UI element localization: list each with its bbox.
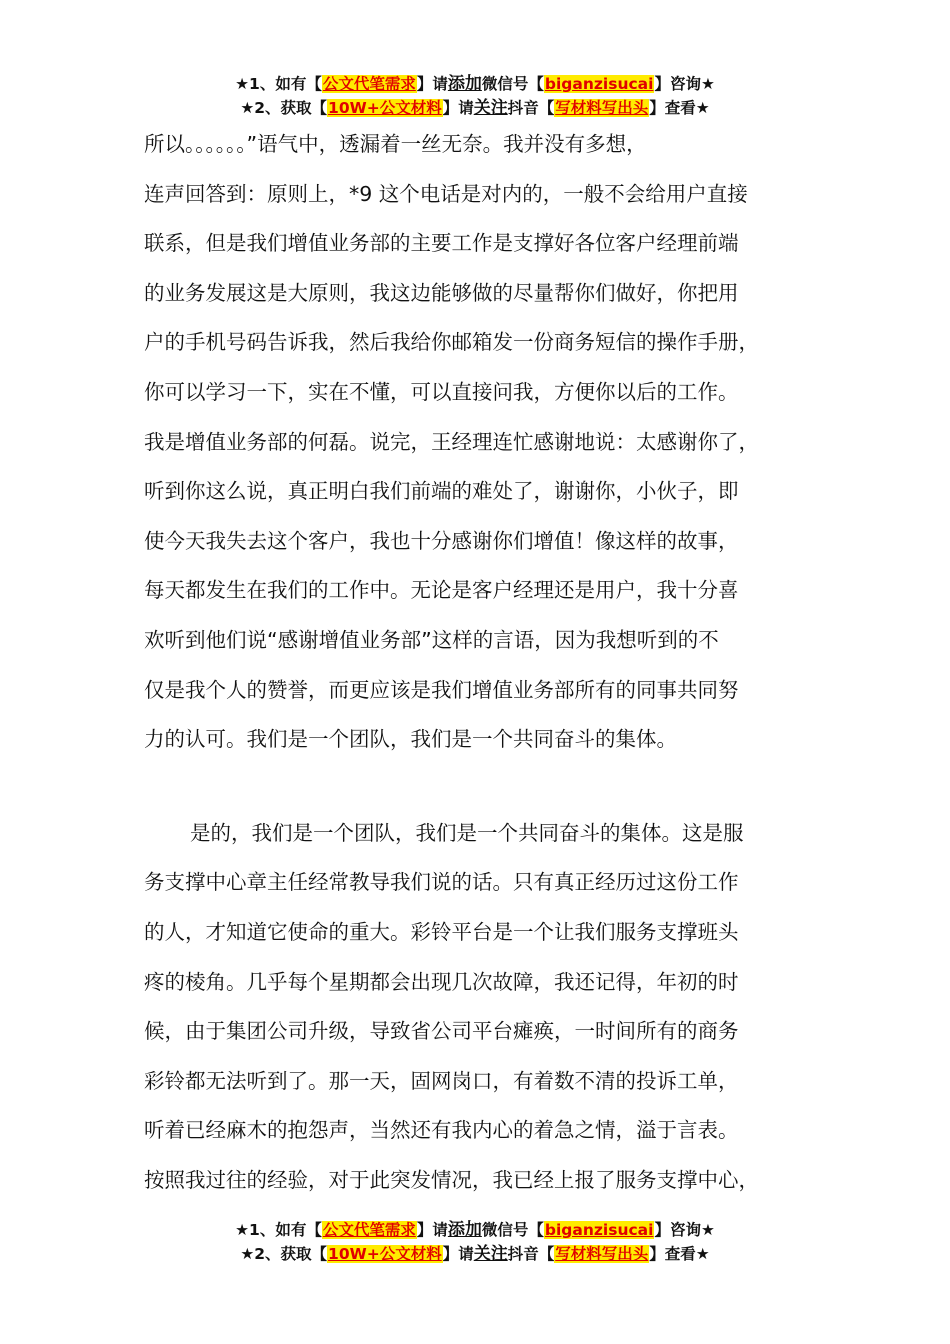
text-line: 候，由于集团公司升级，导致省公司平台瘫痪，一时间所有的商务 [144, 1019, 739, 1044]
banner-emphasis: 添加 [447, 1220, 482, 1240]
banner-text: 】请 [442, 1245, 474, 1263]
banner-text: 微信号【 [481, 75, 544, 93]
footer-banner [0, 1218, 950, 1266]
text-line: 务支撑中心章主任经常教导我们说的话。只有真正经历过这份工作 [144, 870, 739, 895]
banner-text: 】请 [442, 99, 474, 117]
banner-text: 】请 [416, 1221, 448, 1239]
star-icon: ★ [235, 1221, 250, 1239]
text-line: 使今天我失去这个客户，我也十分感谢你们增值！像这样的故事， [144, 528, 739, 553]
text-line: 连声回答到：原则上，*9 这个电话是对内的，一般不会给用户直接 [144, 181, 748, 206]
banner-text: 2、获取【 [254, 1245, 328, 1263]
star-icon: ★ [235, 75, 250, 93]
star-icon: ★ [240, 1245, 255, 1263]
banner-text: 1、如有【 [249, 75, 322, 93]
banner-text: 抖音【 [507, 1245, 555, 1263]
banner-text: 微信号【 [481, 1221, 544, 1239]
text-line: 的业务发展这是大原则，我这边能够做的尽量帮你们做好，你把用 [144, 280, 739, 305]
text-line: 听着已经麻木的抱怨声，当然还有我内心的着急之情，溢于言表。 [144, 1118, 739, 1143]
banner-text: 1、如有【 [249, 1221, 322, 1239]
highlight-materials: 10W+公文材料 [328, 99, 442, 117]
highlight-service: 公文代笔需求 [322, 75, 416, 93]
banner-emphasis: 关注 [473, 1244, 508, 1264]
header-row-1 [0, 72, 950, 96]
text-line: 联系，但是我们增值业务部的主要工作是支撑好各位客户经理前端 [144, 231, 739, 256]
banner-emphasis: 关注 [473, 98, 508, 118]
banner-text: 抖音【 [507, 99, 555, 117]
text-line: 仅是我个人的赞誉，而更应该是我们增值业务部所有的同事共同努 [144, 677, 739, 702]
header-row-2 [0, 96, 950, 120]
text-line: 户的手机号码告诉我，然后我给你邮箱发一份商务短信的操作手册， [144, 330, 759, 355]
banner-text: 2、获取【 [254, 99, 328, 117]
banner-text: 】查看★ [649, 99, 710, 117]
banner-text: 】请 [416, 75, 448, 93]
text-line: 疼的棱角。几乎每个星期都会出现几次故障，我还记得，年初的时 [144, 969, 739, 994]
text-line: 欢听到他们说“感谢增值业务部”这样的言语，因为我想听到的不 [144, 627, 719, 652]
footer-row-2 [0, 1242, 950, 1266]
text-line: 听到你这么说，真正明白我们前端的难处了，谢谢你，小伙子，即 [144, 479, 739, 504]
text-line: 彩铃都无法听到了。那一天，固网岗口，有着数不清的投诉工单， [144, 1068, 739, 1093]
highlight-materials: 10W+公文材料 [328, 1245, 442, 1263]
banner-emphasis: 添加 [447, 74, 482, 94]
paragraph-gap [144, 765, 844, 809]
highlight-wechat-id: biganzisucai [544, 75, 654, 93]
highlight-wechat-id: biganzisucai [544, 1221, 654, 1239]
star-icon: ★ [240, 99, 255, 117]
highlight-douyin-id: 写材料写出头 [555, 99, 649, 117]
text-line: 你可以学习一下，实在不懂，可以直接问我，方便你以后的工作。 [144, 379, 739, 404]
text-line: 的人，才知道它使命的重大。彩铃平台是一个让我们服务支撑班头 [144, 919, 739, 944]
document-body [144, 120, 844, 1205]
paragraph-1 [144, 120, 844, 765]
text-line: 所以。。。。。。”语气中，透漏着一丝无奈。我并没有多想， [144, 132, 647, 156]
text-line: 力的认可。我们是一个团队，我们是一个共同奋斗的集体。 [144, 727, 677, 752]
banner-text: 】咨询★ [654, 75, 715, 93]
highlight-douyin-id: 写材料写出头 [555, 1245, 649, 1263]
paragraph-2 [144, 809, 844, 1206]
footer-row-1 [0, 1218, 950, 1242]
text-line: 是的，我们是一个团队，我们是一个共同奋斗的集体。这是服 [190, 820, 744, 845]
text-line: 每天都发生在我们的工作中。无论是客户经理还是用户，我十分喜 [144, 578, 739, 603]
banner-text: 】咨询★ [654, 1221, 715, 1239]
text-line: 我是增值业务部的何磊。说完，王经理连忙感谢地说：太感谢你了， [144, 429, 759, 454]
text-line: 按照我过往的经验，对于此突发情况，我已经上报了服务支撑中心， [144, 1167, 759, 1192]
banner-text: 】查看★ [649, 1245, 710, 1263]
highlight-service: 公文代笔需求 [322, 1221, 416, 1239]
header-banner [0, 72, 950, 120]
